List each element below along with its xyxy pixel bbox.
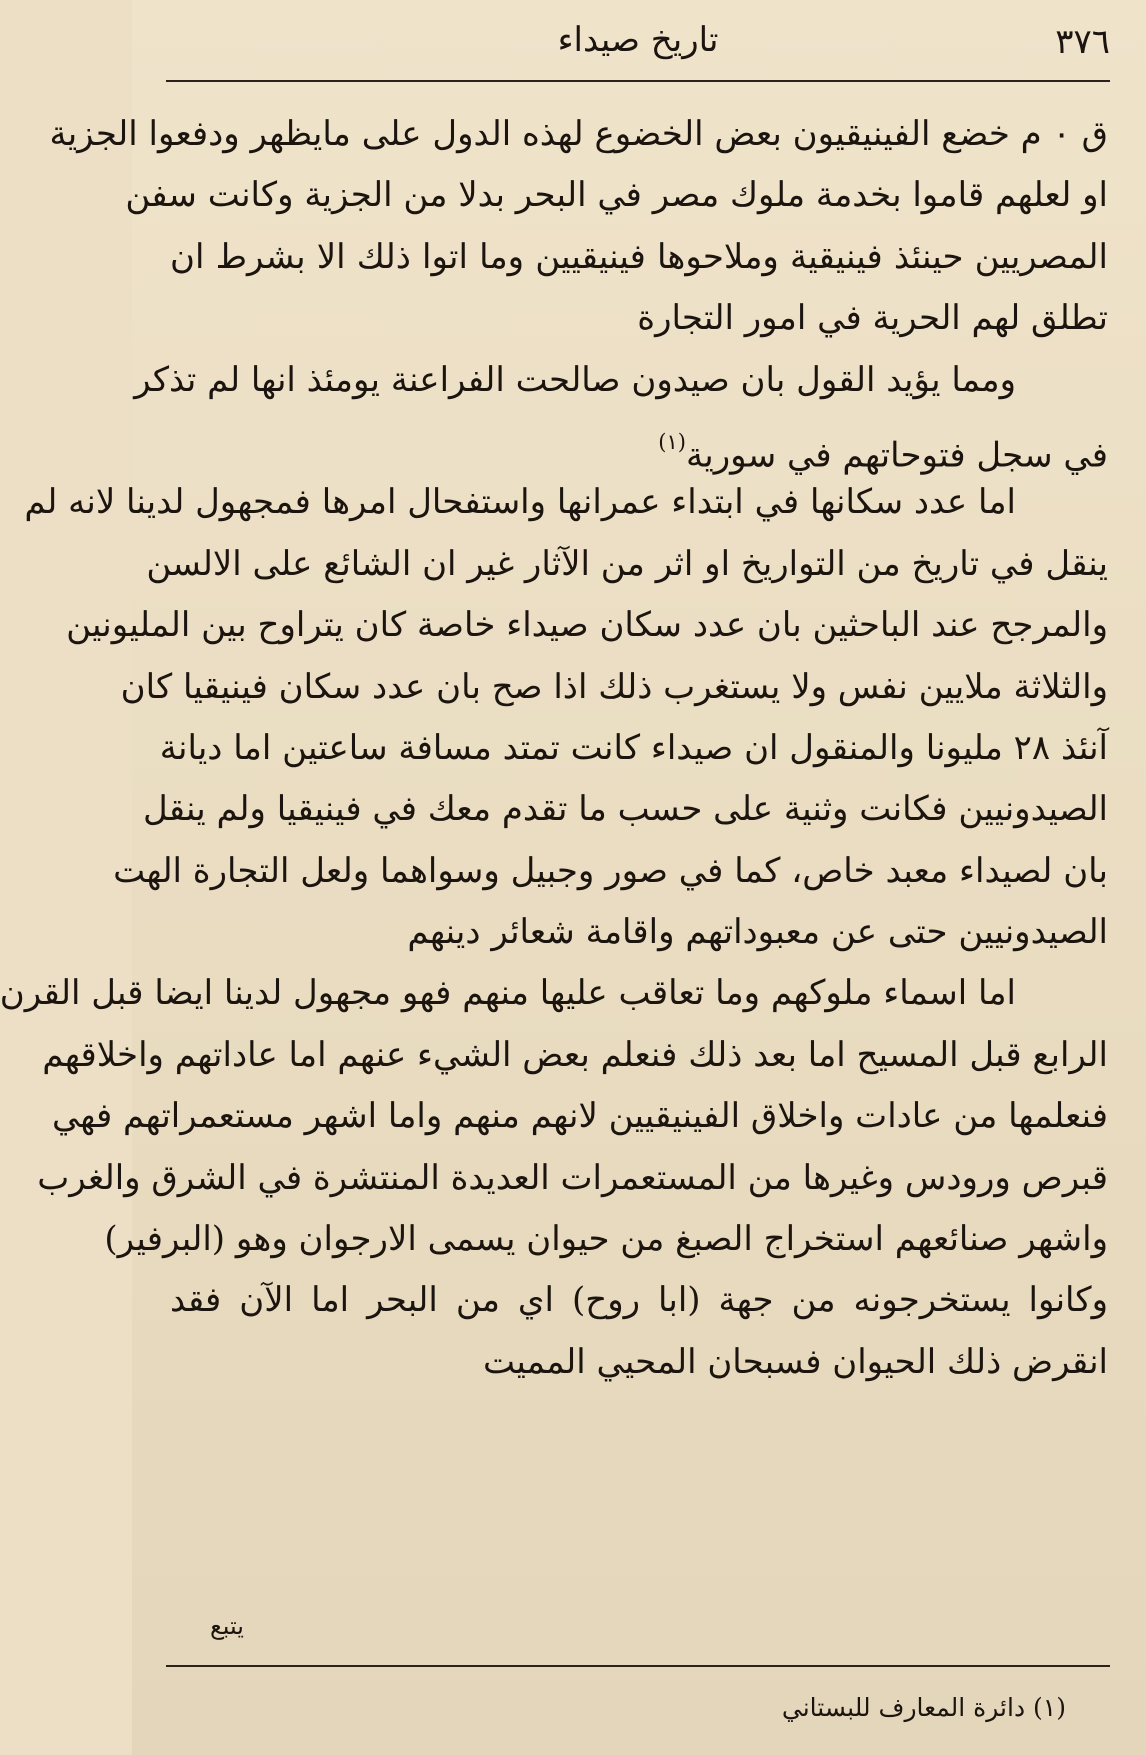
text-line: والثلاثة ملايين نفس ولا يستغرب ذلك اذا صح بان عدد سكان فينيقيا كان — [120, 666, 1108, 707]
main-text — [0, 104, 1108, 1393]
page-header — [166, 16, 1110, 68]
text-line: انقرض ذلك الحيوان فسبحان المحيي المميت — [482, 1341, 1108, 1382]
text-line: الرابع قبل المسيح اما بعد ذلك فنعلم بعض الشيء عنهم اما عاداتهم واخلاقهم — [42, 1034, 1108, 1075]
text-line: ق ٠ م خضع الفينيقيون بعض الخضوع لهذه الدول على مايظهر ودفعوا الجزية — [49, 114, 1108, 154]
text-line: وكانوا يستخرجونه من جهة (ابا روح) اي من البحر اما الآن فقد — [170, 1280, 1108, 1321]
text-line: المصريين حينئذ فينيقية وملاحوها فينيقيين وما اتوا ذلك الا بشرط ان — [170, 236, 1108, 277]
footnote-rule — [166, 1665, 1110, 1667]
text-line: والمرجح عند الباحثين بان عدد سكان صيداء خاصة كان يتراوح بين المليونين — [66, 605, 1108, 646]
footnote-reference: (١) — [658, 428, 687, 454]
header-rule — [166, 80, 1110, 82]
text-line: اما عدد سكانها في ابتداء عمرانها واستفحال امرها فمجهول لدينا لانه لم — [24, 482, 1016, 523]
text-line: تطلق لهم الحرية في امور التجارة — [637, 298, 1108, 339]
text-line: الصيدونيين فكانت وثنية على حسب ما تقدم معك في فينيقيا ولم ينقل — [143, 789, 1108, 830]
continuation-mark: يتبع — [210, 1612, 244, 1640]
text-line: بان لصيداء معبد خاص، كما في صور وجبيل وسواهما ولعل التجارة الهت — [113, 850, 1108, 891]
text-line: اما اسماء ملوكهم وما تعاقب عليها منهم فهو مجهول لدينا ايضا قبل القرن — [0, 973, 1016, 1014]
paragraph-3 — [24, 472, 1108, 963]
paragraph-4 — [0, 963, 1108, 1393]
paragraph-1 — [49, 104, 1108, 350]
paragraph-2 — [134, 350, 1108, 476]
text-line-content: في سجل فتوحاتهم في سورية — [686, 435, 1108, 476]
running-title: تاريخ صيداء — [557, 20, 719, 60]
text-line: قبرص ورودس وغيرها من المستعمرات العديدة المنتشرة في الشرق والغرب — [37, 1157, 1108, 1198]
footnote: (١) دائرة المعارف للبستاني — [781, 1693, 1066, 1722]
text-line: ومما يؤيد القول بان صيدون صالحت الفراعنة يومئذ انها لم تذكر — [134, 359, 1016, 400]
text-line: واشهر صنائعهم استخراج الصبغ من حيوان يسمى الارجوان وهو (البرفير) — [104, 1219, 1108, 1260]
text-line — [170, 411, 1108, 476]
page-number: ٣٧٦ — [1055, 22, 1110, 62]
text-line: آنئذ ٢٨ مليونا والمنقول ان صيداء كانت تمتد مسافة ساعتين اما ديانة — [159, 727, 1108, 768]
text-line: فنعلمها من عادات واخلاق الفينيقيين لانهم منهم واما اشهر مستعمراتهم فهي — [51, 1096, 1108, 1137]
text-line: الصيدونيين حتى عن معبوداتهم واقامة شعائر دينهم — [407, 912, 1108, 953]
text-line: او لعلهم قاموا بخدمة ملوك مصر في البحر بدلا من الجزية وكانت سفن — [125, 175, 1108, 216]
text-line: ينقل في تاريخ من التواريخ او اثر من الآثار غير ان الشائع على الالسن — [146, 543, 1108, 584]
